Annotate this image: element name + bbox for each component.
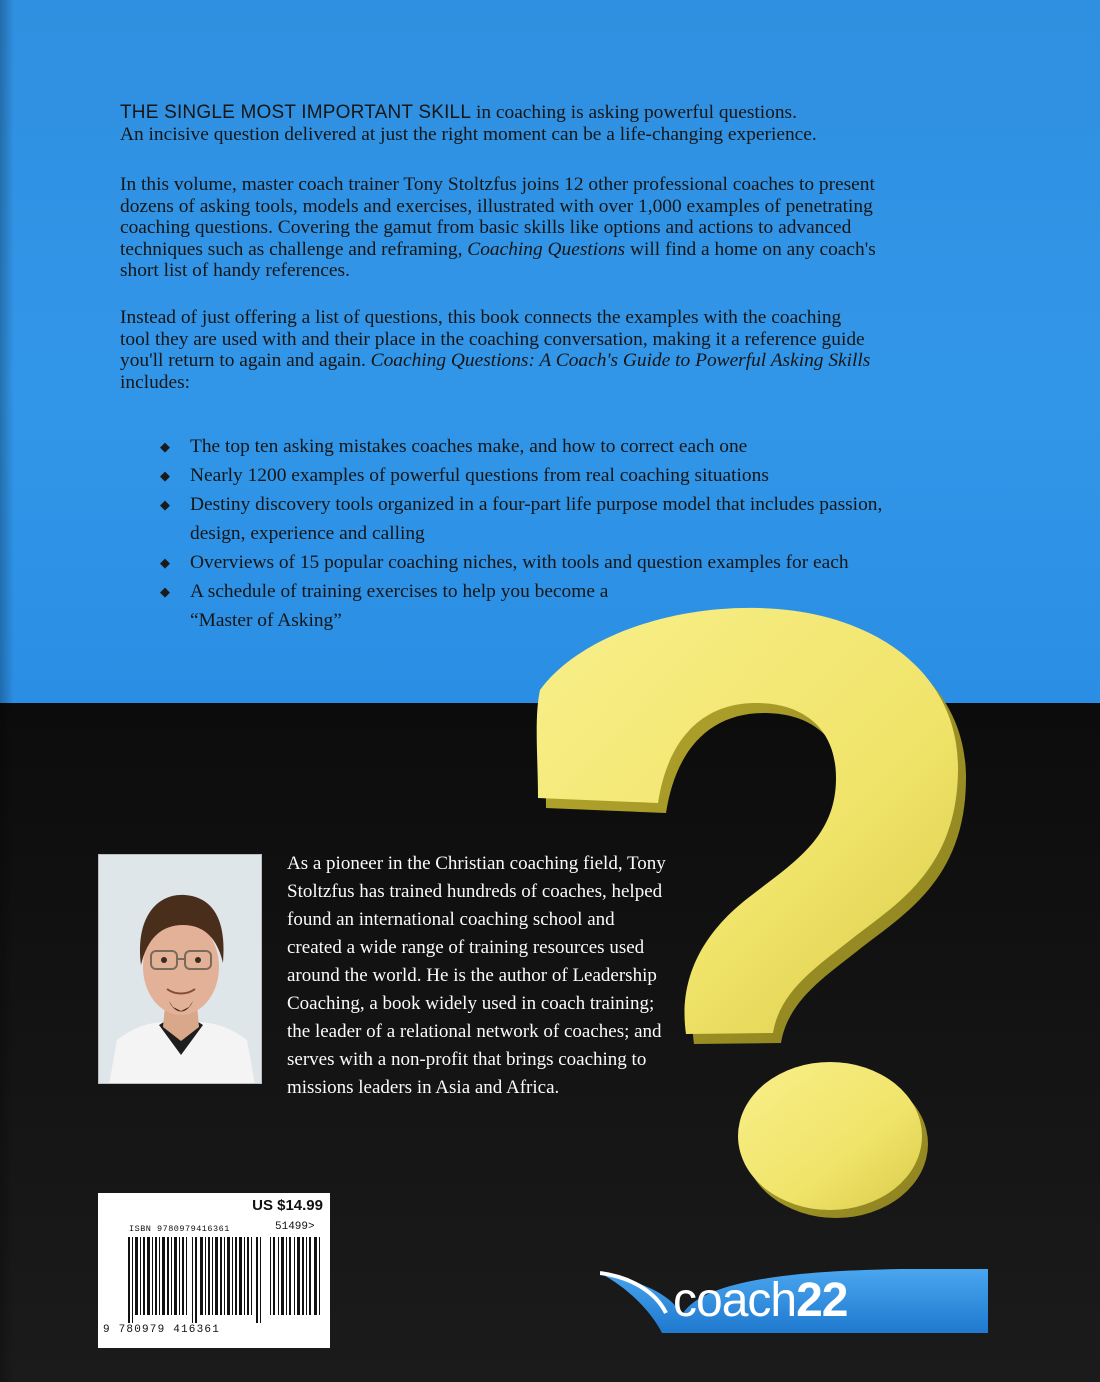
price: US $14.99 (252, 1197, 323, 1214)
author-portrait-icon (99, 855, 262, 1084)
diamond-bullet-icon: ◆ (160, 584, 170, 599)
barcode-label (98, 1193, 330, 1348)
list-item: ◆ The top ten asking mistakes coaches make, and how to correct each one (160, 432, 960, 461)
list-item: ◆ Nearly 1200 examples of powerful questions from real coaching situations (160, 461, 960, 490)
barcode-icon (128, 1237, 266, 1323)
price-addon-code: 51499> (275, 1221, 315, 1233)
logo-wordmark: coach22 (673, 1274, 848, 1327)
diamond-bullet-icon: ◆ (160, 439, 170, 454)
feature-list (160, 432, 960, 635)
barcode-digits: 9 780979 416361 (103, 1324, 221, 1336)
list-item: ◆ Destiny discovery tools organized in a four-part life purpose model that includes passion, design, experience and calling (160, 490, 960, 548)
author-photo (98, 854, 262, 1084)
isbn-text: ISBN 9780979416361 (129, 1224, 230, 1234)
list-item: ◆ A schedule of training exercises to help you become a “Master of Asking” (160, 577, 960, 635)
includes-paragraph: Instead of just offering a list of questions, this book connects the examples with the coaching tool they are used with and their place in the coaching conversation, making it a reference guide you'll return to again and again. Coaching Questions: A Coach's Guide to Powerful Asking Skills includes: (120, 307, 871, 393)
spine-shadow (0, 0, 14, 1382)
intro-paragraph: THE SINGLE MOST IMPORTANT SKILL in coaching is asking powerful questions. An incisive question delivered at just the right moment can be a life-changing experience. (120, 102, 817, 145)
diamond-bullet-icon: ◆ (160, 468, 170, 483)
publisher-logo (600, 1263, 988, 1338)
addon-barcode-icon (270, 1237, 322, 1315)
author-bio: As a pioneer in the Christian coaching field, Tony Stoltzfus has trained hundreds of coaches, helped found an international coaching school and created a wide range of training resources used around the world. He is the author of Leadership Coaching, a book widely used in coach training; the leader of a relational network of coaches; and serves with a non-profit that brings coaching to missions leaders in Asia and Africa. (287, 853, 666, 1098)
lead-in-caps: THE SINGLE MOST IMPORTANT SKILL (120, 102, 472, 123)
diamond-bullet-icon: ◆ (160, 555, 170, 570)
volume-paragraph: In this volume, master coach trainer Tony Stoltzfus joins 12 other professional coaches to present dozens of asking tools, models and exercises, illustrated with over 1,000 examples of penetrating coaching questions. Covering the gamut from basic skills like options and actions to advanced techniques such as challenge and reframing, Coaching Questions will find a home on any coach's short list of handy references. (120, 174, 876, 281)
diamond-bullet-icon: ◆ (160, 497, 170, 512)
list-item: ◆ Overviews of 15 popular coaching niches, with tools and question examples for each (160, 548, 960, 577)
